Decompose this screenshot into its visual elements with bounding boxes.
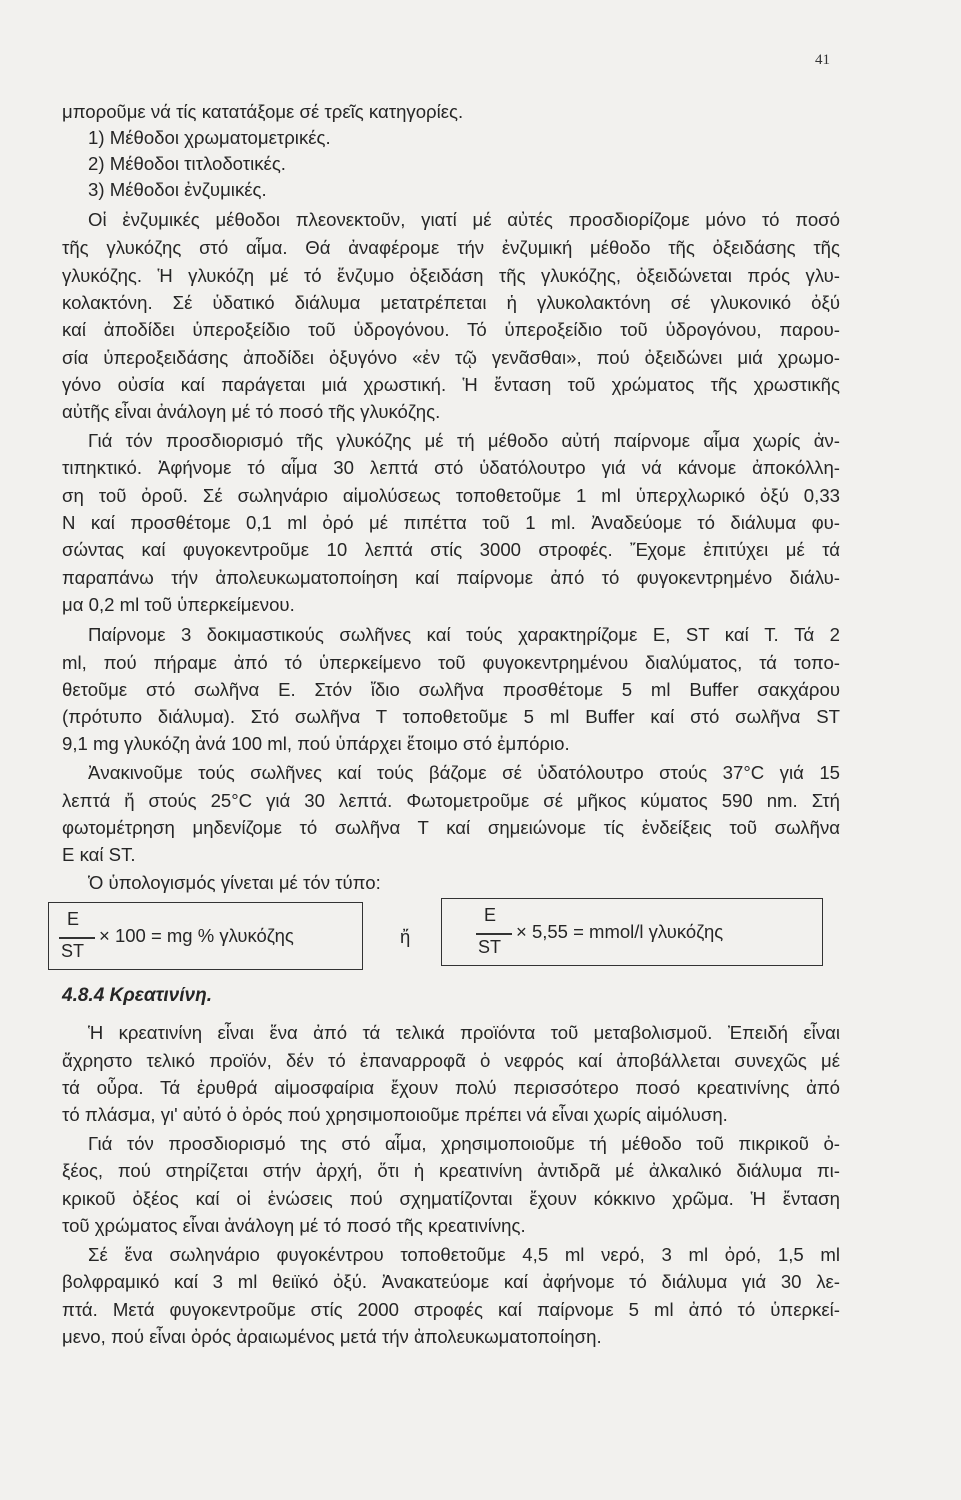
paragraph-line: σία ὑπεροξειδάσης ἀποδίδει ὀξυγόνο «ἐν τῷ γενᾶσθαι», πού ὀξειδώνει μιά χρωμο-	[62, 347, 840, 368]
paragraph-line: γόνο οὐσία καί παράγεται μιά χρωστική. Ἡ ἔνταση τοῦ χρώματος τῆς χρωστικῆς	[62, 374, 840, 395]
fraction-numerator: E	[67, 909, 80, 929]
paragraph-line: ἄχρηστο τελικό προϊόν, δέν τό ἐπαναρροφᾶ ὁ νεφρός καί ἀποβάλλεται συνεχῶς μέ	[62, 1050, 840, 1071]
list-item: 1) Μέθοδοι χρωματομετρικές.	[88, 127, 331, 148]
paragraph-line: τιπηκτικό. Ἀφήνομε τό αἷμα 30 λεπτά στό ὑδατόλουτρο γιά νά κάνομε ἀποκόλλη-	[62, 457, 840, 478]
list-item: 3) Μέθοδοι ἐνζυμικές.	[88, 179, 267, 200]
paragraph-line: φωτομέτρηση μηδενίζομε τό σωλῆνα Τ καί σημειώνομε τίς ἐνδείξεις τοῦ σωλῆνα	[62, 817, 840, 838]
paragraph-line: κολακτόνη. Σέ ὑδατικό διάλυμα μετατρέπεται ἡ γλυκολακτόνη σέ γλυκονικό ὀξύ	[62, 292, 840, 313]
formula-expression: × 5,55 = mmol/l γλυκόζης	[516, 921, 724, 942]
paragraph-line: τῆς γλυκόζης στό αἷμα. Θά ἀναφέρομε τήν ἐνζυμική μέθοδο τῆς ὀξειδάσης τῆς	[62, 237, 840, 258]
paragraph-line: παραπάνω τήν ἀπολευκωματοποίηση καί παίρνομε ἀπό τό φυγοκεντρημένο διάλυ-	[62, 567, 840, 588]
paragraph-line: λεπτά ἤ στούς 25°C γιά 30 λεπτά. Φωτομετροῦμε σέ μῆκος κύματος 590 nm. Στή	[62, 790, 840, 811]
fraction-denominator: ST	[61, 941, 85, 961]
paragraph-line: Σέ ἕνα σωληνάριο φυγοκέντρου τοποθετοῦμε 4,5 ml νερό, 3 ml ὀρό, 1,5 ml	[88, 1244, 840, 1265]
paragraph-line: αὐτῆς εἶναι ἀνάλογη μέ τό ποσό τῆς γλυκόζης.	[62, 401, 441, 422]
paragraph-line: τά οὖρα. Τά ἐρυθρά αἱμοσφαίρια ἔχουν πολύ περισσότερο ποσό κρεατινίνης ἀπό	[62, 1077, 840, 1098]
paragraph-line: πτά. Μετά φυγοκεντροῦμε στίς 2000 στροφές καί παίρνομε 5 ml ἀπό τό ὑπερκεί-	[62, 1299, 840, 1320]
paragraph-line: μενο, πού εἶναι ὀρός ἀραιωμένος μετά τήν ἀπολευκωματοποίηση.	[62, 1326, 602, 1347]
list-item: 2) Μέθοδοι τιτλοδοτικές.	[88, 153, 286, 174]
paragraph-line: Οἱ ἐνζυμικές μέθοδοι πλεονεκτοῦν, γιατί μέ αὐτές προσδιορίζομε μόνο τό ποσό	[88, 209, 840, 230]
formula-connector: ἤ	[400, 926, 411, 947]
paragraph-line: μποροῦμε νά τίς κατατάξομε σέ τρεῖς κατηγορίες.	[62, 101, 464, 122]
paragraph-line: τοῦ χρώματος εἶναι ἀνάλογη μέ τό ποσό τῆς κρεατινίνης.	[62, 1215, 526, 1236]
formula-box-right	[441, 898, 823, 966]
fraction-numerator: E	[484, 905, 497, 925]
paragraph-line: γλυκόζης. Ἡ γλυκόζη μέ τό ἔνζυμο ὀξειδάση τῆς γλυκόζης, ὀξειδώνεται πρός γλυ-	[62, 265, 840, 286]
paragraph-line: ml, πού πήραμε ἀπό τό ὑπερκείμενο τοῦ φυγοκεντρημένου διαλύματος, τά τοπο-	[62, 652, 840, 673]
paragraph-line: Γιά τόν προσδιορισμό της στό αἷμα, χρησιμοποιοῦμε τή μέθοδο τοῦ πικρικοῦ ὀ-	[88, 1133, 840, 1154]
section-heading: 4.8.4 Κρεατινίνη.	[62, 985, 212, 1006]
paragraph-line: ξέος, πού στηρίζεται στήν ἀρχή, ὅτι ἡ κρεατινίνη ἀντιδρᾶ μέ ἀλκαλικό διάλυμα πι-	[62, 1160, 840, 1181]
fraction-denominator: ST	[478, 937, 502, 957]
fraction-bar	[59, 937, 95, 939]
formula-expression: × 100 = mg % γλυκόζης	[99, 925, 294, 946]
paragraph-line: Παίρνομε 3 δοκιμαστικούς σωλῆνες καί τούς χαρακτηρίζομε E, ST καί T. Τά 2	[88, 624, 840, 645]
paragraph-line: ση τοῦ ὀροῦ. Σέ σωληνάριο αἱμολύσεως τοποθετοῦμε 1 ml ὑπερχλωρικό ὀξύ 0,33	[62, 485, 840, 506]
paragraph-line: Ν καί προσθέτομε 0,1 ml ὀρό μέ πιπέττα τοῦ 1 ml. Ἀναδεύομε τό διάλυμα φυ-	[62, 512, 840, 533]
page-number: 41	[815, 52, 830, 68]
paragraph-line: σώντας καί φυγοκεντροῦμε 10 λεπτά στίς 3000 στροφές. Ἔχομε ἐπιτύχει μέ τά	[62, 539, 840, 560]
paragraph-line: μα 0,2 ml τοῦ ὑπερκείμενου.	[62, 594, 295, 615]
fraction-bar	[476, 933, 512, 935]
paragraph-line: Ε καί ST.	[62, 844, 136, 865]
paragraph-line: Γιά τόν προσδιορισμό τῆς γλυκόζης μέ τή μέθοδο αὐτή παίρνομε αἷμα χωρίς ἀν-	[88, 430, 840, 451]
paragraph-line: κρικοῦ ὀξέος καί οἱ ἑνώσεις πού σχηματίζονται ἔχουν κόκκινο χρῶμα. Ἡ ἔνταση	[62, 1188, 840, 1209]
paragraph-line: (πρότυπο διάλυμα). Στό σωλῆνα Τ τοποθετοῦμε 5 ml Buffer καί στό σωλῆνα ST	[62, 706, 840, 727]
paragraph-line: τό πλάσμα, γι' αὐτό ὁ ὀρός πού χρησιμοποιοῦμε πρέπει νά εἶναι χωρίς αἱμόλυση.	[62, 1104, 728, 1125]
paragraph-line: Ἡ κρεατινίνη εἶναι ἕνα ἀπό τά τελικά προϊόντα τοῦ μεταβολισμοῦ. Ἐπειδή εἶναι	[88, 1022, 840, 1043]
paragraph-line: θετοῦμε στό σωλῆνα Ε. Στόν ἴδιο σωλῆνα προσθέτομε 5 ml Buffer σακχάρου	[62, 679, 840, 700]
paragraph-line: Ὁ ὑπολογισμός γίνεται μέ τόν τύπο:	[88, 872, 381, 893]
paragraph-line: βολφραμικό καί 3 ml θειϊκό ὀξύ. Ἀνακατεύομε καί ἀφήνομε τό διάλυμα γιά 30 λε-	[62, 1271, 840, 1292]
paragraph-line: 9,1 mg γλυκόζη ἀνά 100 ml, πού ὑπάρχει ἕτοιμο στό ἐμπόριο.	[62, 733, 570, 754]
paragraph-line: καί ἀποδίδει ὑπεροξείδιο τοῦ ὑδρογόνου. Τό ὑπεροξείδιο τοῦ ὑδρογόνου, παρου-	[62, 319, 840, 340]
formula-box-left	[48, 902, 363, 970]
paragraph-line: Ἀνακινοῦμε τούς σωλῆνες καί τούς βάζομε σέ ὑδατόλουτρο στούς 37°C γιά 15	[88, 762, 840, 783]
